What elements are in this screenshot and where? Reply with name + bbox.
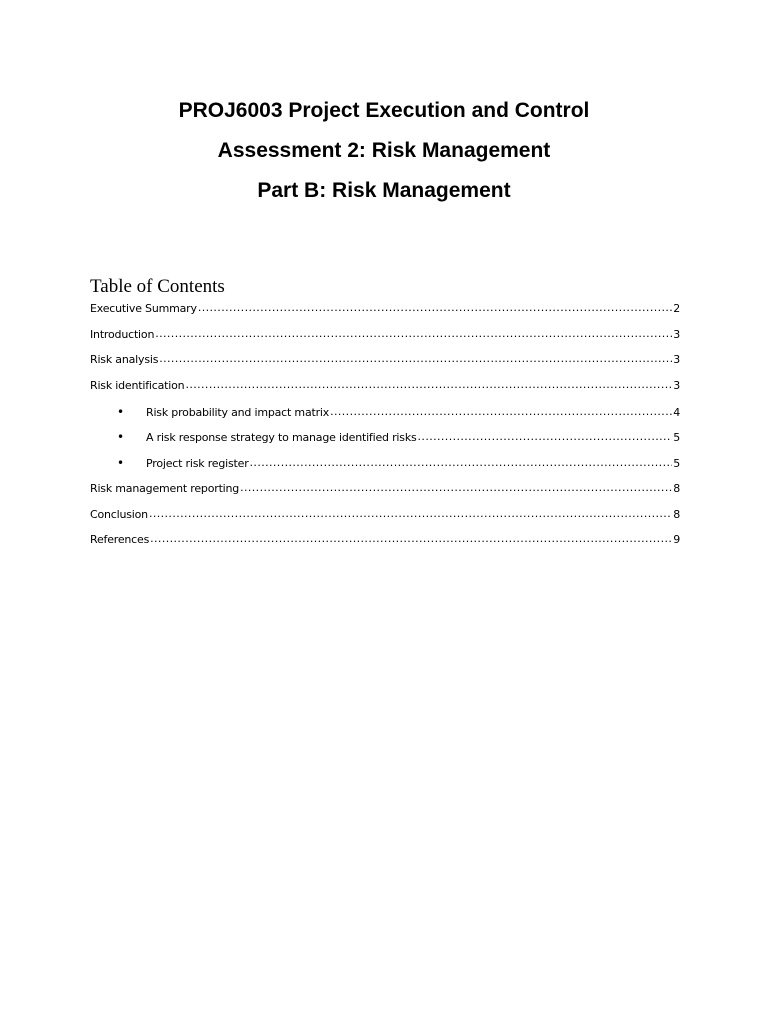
course-title: PROJ6003 Project Execution and Control xyxy=(178,99,590,122)
toc-entry-page-number: 3 xyxy=(673,379,680,393)
toc-heading: Table of Contents xyxy=(90,276,225,297)
toc-entry-title: Risk analysis xyxy=(90,353,159,367)
dot-leader xyxy=(198,300,672,316)
dot-leader xyxy=(250,455,673,471)
toc-entry-title: Risk identification xyxy=(90,379,185,393)
dot-leader xyxy=(330,404,672,420)
dot-leader xyxy=(185,377,672,393)
dot-leader xyxy=(150,531,672,547)
assessment-title: Assessment 2: Risk Management xyxy=(217,139,551,162)
dot-leader xyxy=(240,480,672,496)
toc-entry[interactable] xyxy=(90,301,680,327)
toc-entry[interactable] xyxy=(90,404,680,430)
dot-leader xyxy=(155,326,672,342)
part-title: Part B: Risk Management xyxy=(257,179,511,202)
title-block xyxy=(0,91,768,211)
toc-entry-page-number: 9 xyxy=(673,533,680,547)
table-of-contents xyxy=(90,275,680,558)
dot-leader xyxy=(159,351,672,367)
toc-entry-title: Project risk register xyxy=(146,457,249,471)
toc-entry[interactable] xyxy=(90,532,680,558)
toc-entry-title: Introduction xyxy=(90,327,155,341)
toc-entry[interactable] xyxy=(90,507,680,533)
toc-entry-title: Executive Summary xyxy=(90,302,197,315)
toc-list xyxy=(90,301,680,558)
dot-leader xyxy=(149,506,672,522)
toc-entry-page-number: 4 xyxy=(673,405,680,419)
toc-entry-title: References xyxy=(90,533,150,547)
toc-entry[interactable] xyxy=(90,481,680,507)
toc-entry-title: A risk response strategy to manage identified risks xyxy=(146,431,417,445)
toc-entry-title: Risk probability and impact matrix xyxy=(146,405,330,419)
bullet-icon: • xyxy=(117,404,124,419)
toc-entry[interactable] xyxy=(90,455,680,481)
toc-entry-title: Risk management reporting xyxy=(90,481,240,495)
toc-entry[interactable] xyxy=(90,327,680,353)
toc-entry-page-number: 3 xyxy=(673,353,680,367)
toc-entry-page-number: 8 xyxy=(673,507,680,521)
toc-entry-page-number: 3 xyxy=(673,327,680,341)
bullet-icon: • xyxy=(117,456,124,471)
toc-entry-page-number: 2 xyxy=(673,302,680,315)
bullet-icon: • xyxy=(117,430,124,445)
toc-entry[interactable] xyxy=(90,429,680,455)
toc-entry-page-number: 5 xyxy=(673,457,680,471)
toc-entry[interactable] xyxy=(90,352,680,378)
dot-leader xyxy=(418,429,673,445)
toc-entry-page-number: 8 xyxy=(673,481,680,495)
toc-entry[interactable] xyxy=(90,378,680,404)
toc-entry-title: Conclusion xyxy=(90,507,148,521)
toc-entry-page-number: 5 xyxy=(673,431,680,445)
